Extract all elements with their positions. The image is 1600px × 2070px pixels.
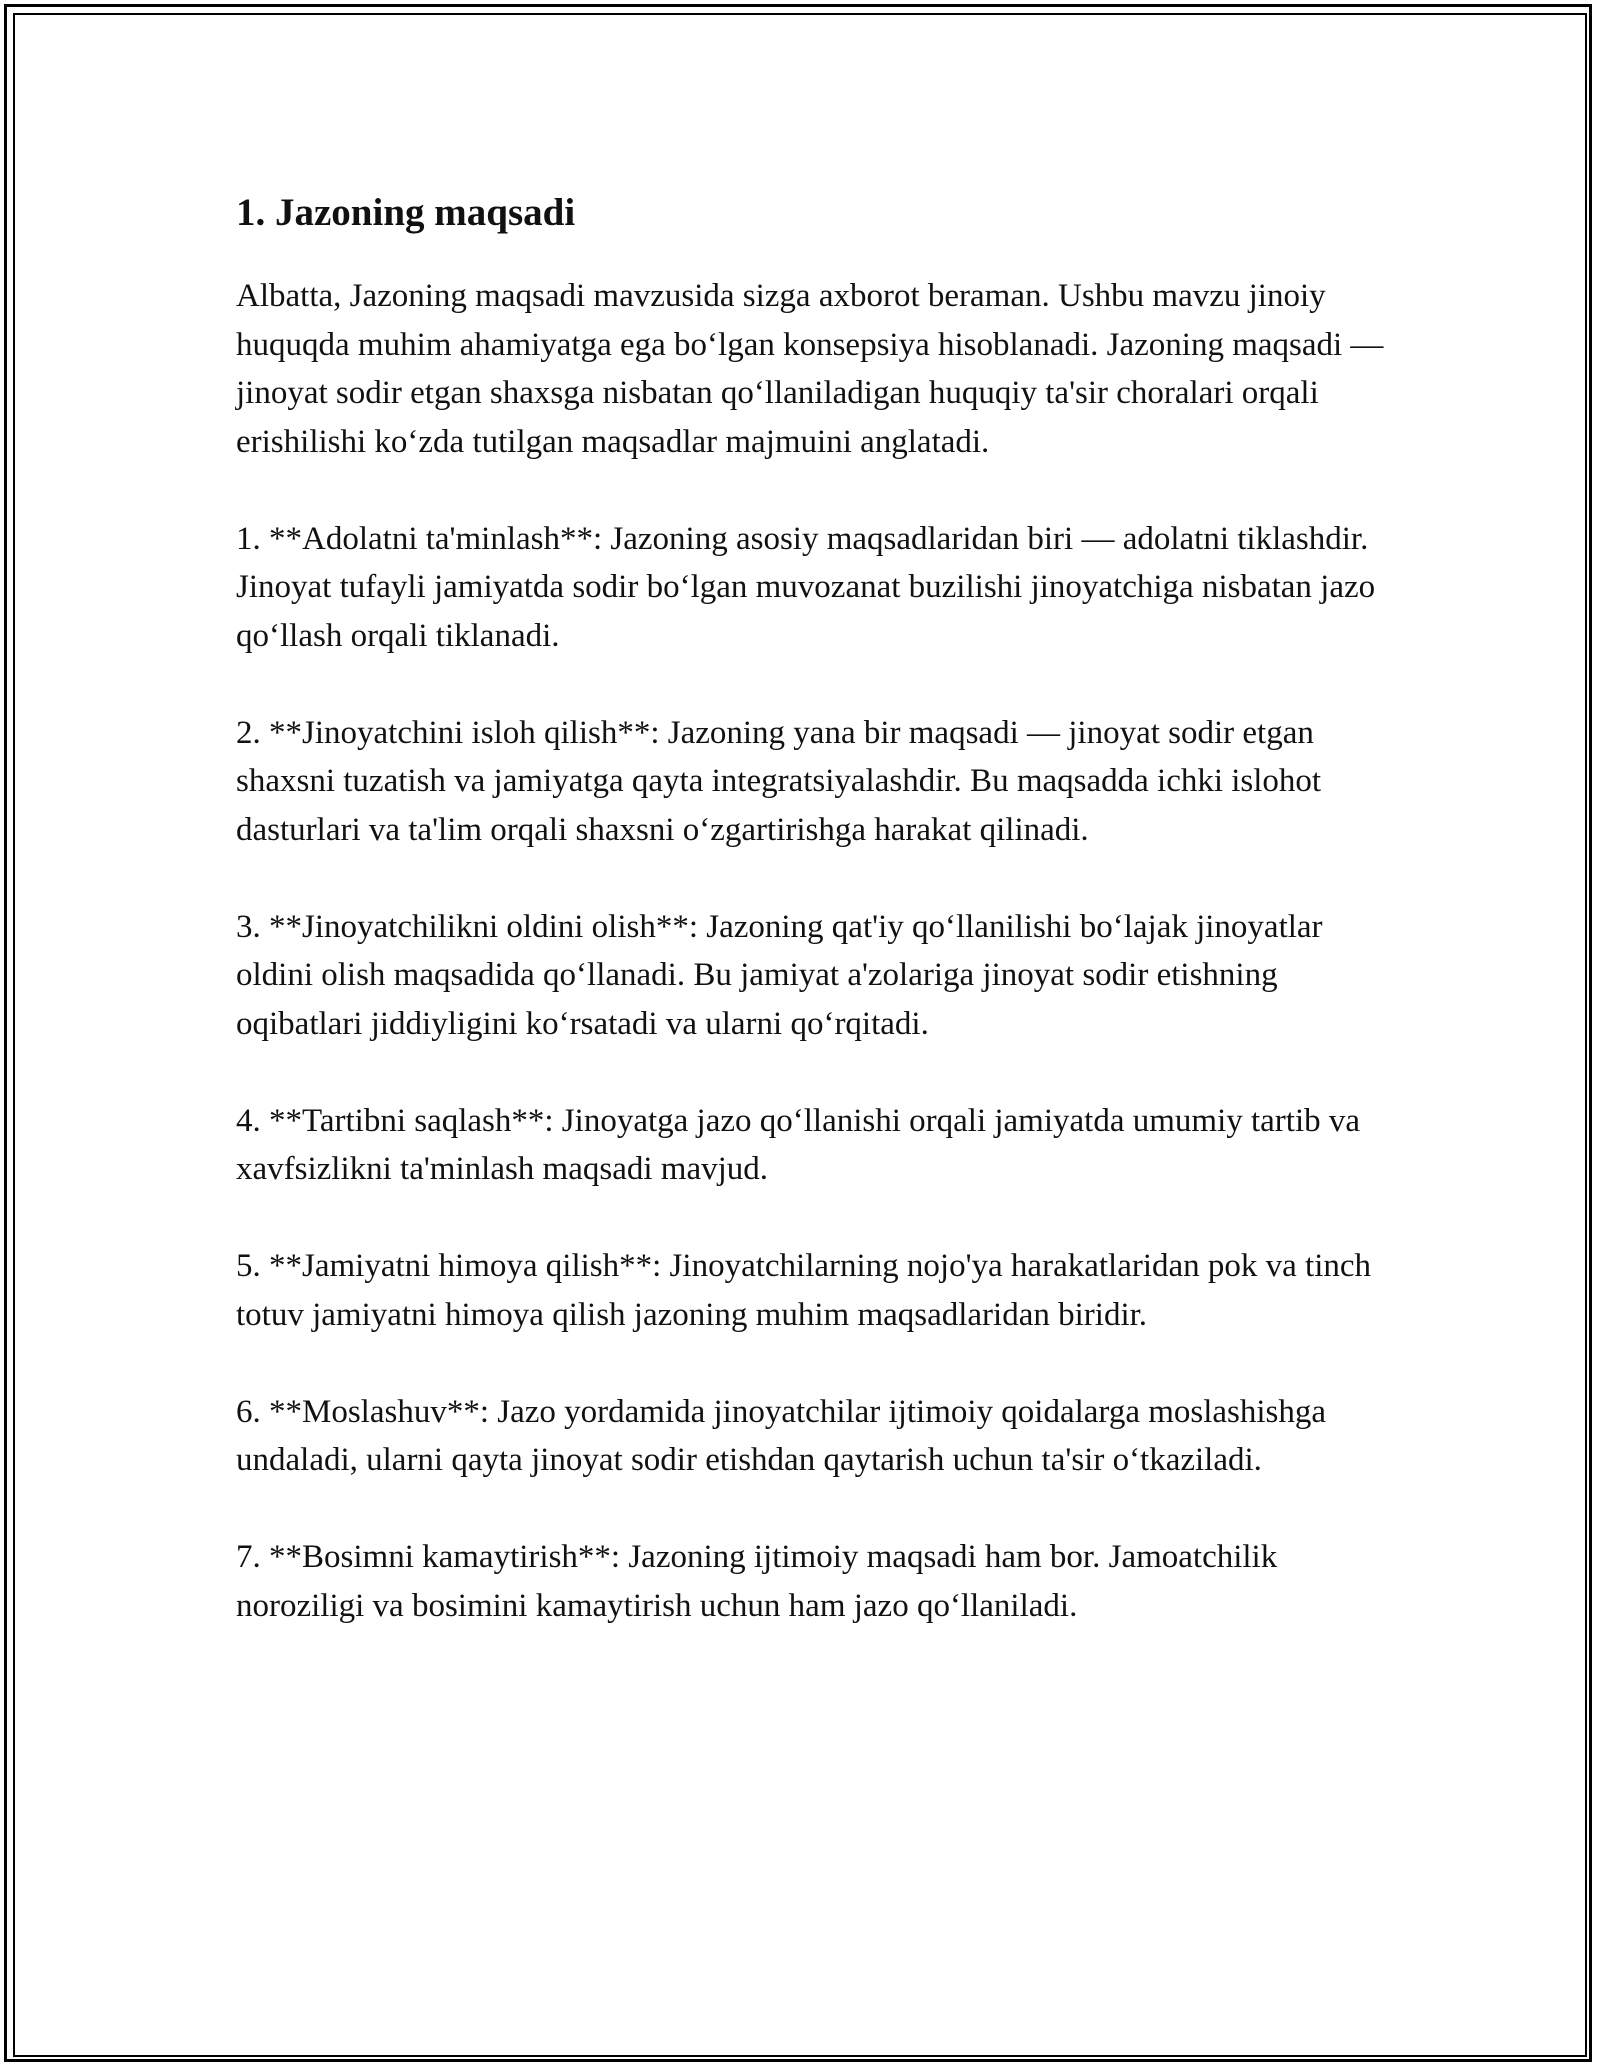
list-item-6: 6. **Moslashuv**: Jazo yordamida jinoyatchilar ijtimoiy qoidalarga moslashishga undaladi, ularni qayta jinoyat sodir etishdan qaytarish uchun ta'sir o‘tkaziladi. <box>236 1393 1327 1478</box>
list-item-3: 3. **Jinoyatchilikni oldini olish**: Jazoning qat'iy qo‘llanilishi bo‘lajak jinoyatlar oldini olish maqsadida qo‘llanadi. Bu jamiyat a'zolariga jinoyat sodir etishning oqibatlari jiddiyligini ko‘rsatadi va ularni qo‘rqitadi. <box>236 908 1323 1042</box>
document-body <box>236 184 1386 1679</box>
list-item-4: 4. **Tartibni saqlash**: Jinoyatga jazo qo‘llanishi orqali jamiyatda umumiy tartib va xavfsizlikni ta'minlash maqsadi mavjud. <box>236 1102 1361 1187</box>
list-item-2: 2. **Jinoyatchini isloh qilish**: Jazoning yana bir maqsadi — jinoyat sodir etgan shaxsni tuzatish va jamiyatga qayta integratsiyalashdir. Bu maqsadda ichki islohot dasturlari va ta'lim orqali shaxsni o‘zgartirishga harakat qilinadi. <box>236 714 1322 848</box>
list-item-5: 5. **Jamiyatni himoya qilish**: Jinoyatchilarning nojo'ya harakatlaridan pok va tinch totuv jamiyatni himoya qilish jazoning muhim maqsadlaridan biridir. <box>236 1248 1372 1333</box>
list-item-1: 1. **Adolatni ta'minlash**: Jazoning asosiy maqsadlaridan biri — adolatni tiklashdir. Jinoyat tufayli jamiyatda sodir bo‘lgan muvozanat buzilishi jinoyatchiga nisbatan jazo qo‘llash orqali tiklanadi. <box>236 520 1376 654</box>
document-title: 1. Jazoning maqsadi <box>236 191 576 234</box>
intro-paragraph: Albatta, Jazoning maqsadi mavzusida sizga axborot beraman. Ushbu mavzu jinoiy huquqda muhim ahamiyatga ega bo‘lgan konsepsiya hisoblanadi. Jazoning maqsadi — jinoyat sodir etgan shaxsga nisbatan qo‘llaniladigan huquqiy ta'sir choralari orqali erishilishi ko‘zda tutilgan maqsadlar majmuini anglatadi. <box>236 278 1384 460</box>
list-item-7: 7. **Bosimni kamaytirish**: Jazoning ijtimoiy maqsadi ham bor. Jamoatchilik noroziligi va bosimini kamaytirish uchun ham jazo qo‘llaniladi. <box>236 1539 1278 1624</box>
